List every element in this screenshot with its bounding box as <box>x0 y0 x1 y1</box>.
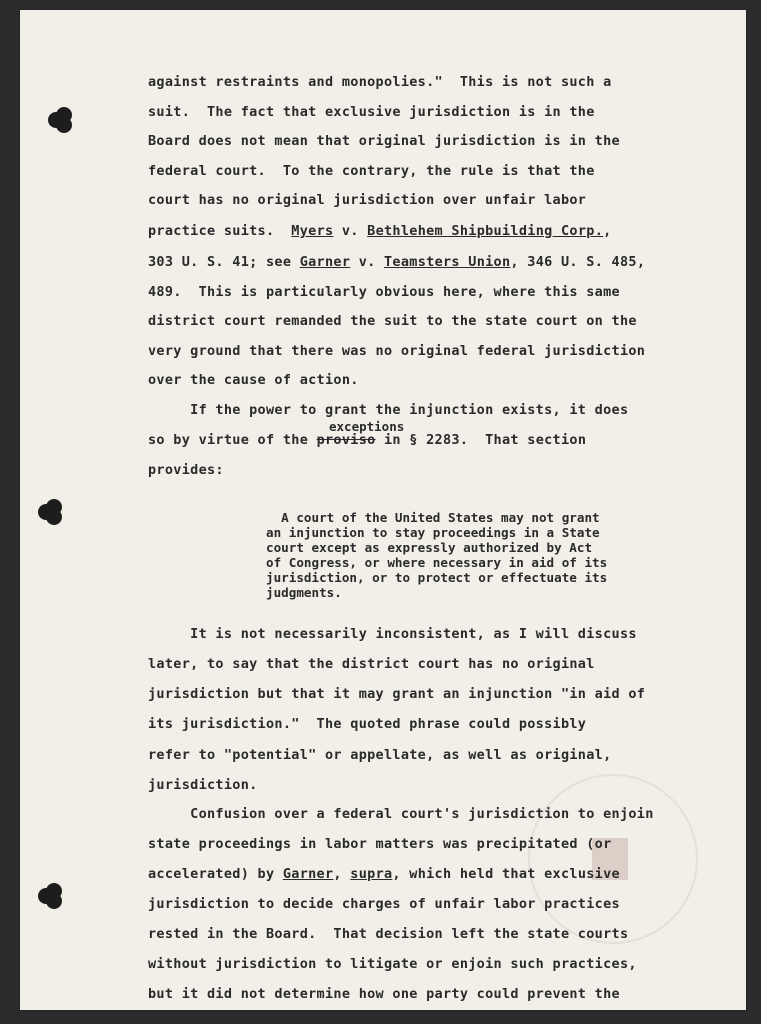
case-name: Teamsters Union <box>384 254 511 270</box>
text-line: provides: <box>148 462 224 478</box>
punch-hole <box>38 499 64 525</box>
text-line: Board does not mean that original jurisdiction is in the <box>148 133 620 149</box>
punch-hole <box>48 107 74 133</box>
text-line: without jurisdiction to litigate or enjoin such practices, <box>148 956 637 972</box>
text-line: practice suits. Myers v. Bethlehem Shipbuilding Corp., <box>148 223 612 239</box>
quote-line: court except as expressly authorized by Act <box>266 540 593 555</box>
text-line: jurisdiction to decide charges of unfair labor practices <box>148 896 620 912</box>
text-line: It is not necessarily inconsistent, as I will discuss <box>148 626 637 642</box>
case-name: Myers <box>291 223 334 239</box>
text-line: refer to "potential" or appellate, as well as original, <box>148 747 612 763</box>
text-line: federal court. To the contrary, the rule is that the <box>148 163 595 179</box>
text-line: so by virtue of the proviso in § 2283. That section <box>148 432 587 448</box>
text-line: jurisdiction but that it may grant an injunction "in aid of <box>148 686 646 702</box>
handwritten-insertion: exceptions <box>329 419 405 434</box>
struck-word: proviso <box>316 432 376 448</box>
quote-line: judgments. <box>266 585 342 600</box>
text-line: but it did not determine how one party could prevent the <box>148 986 620 1002</box>
punch-hole <box>38 883 64 909</box>
text-line: later, to say that the district court has no original <box>148 656 595 672</box>
text-line: against restraints and monopolies." This is not such a <box>148 74 612 90</box>
text-line: suit. The fact that exclusive jurisdiction is in the <box>148 104 595 120</box>
text-line: very ground that there was no original federal jurisdiction <box>148 343 646 359</box>
text-line: 303 U. S. 41; see Garner v. Teamsters Union, 346 U. S. 485, <box>148 254 646 270</box>
statute-quote <box>266 510 676 600</box>
text-line: district court remanded the suit to the state court on the <box>148 313 637 329</box>
text-line: accelerated) by Garner, supra, which held that exclusive <box>148 866 620 882</box>
text-line: 489. This is particularly obvious here, where this same <box>148 284 620 300</box>
text-line: rested in the Board. That decision left the state courts <box>148 926 629 942</box>
case-name: Bethlehem Shipbuilding Corp. <box>367 223 604 239</box>
text-line: court has no original jurisdiction over unfair labor <box>148 192 587 208</box>
quote-line: an injunction to stay proceedings in a State <box>266 525 600 540</box>
quote-line: jurisdiction, or to protect or effectuate its <box>266 570 608 585</box>
text-line: Confusion over a federal court's jurisdiction to enjoin <box>148 806 654 822</box>
text-line: state proceedings in labor matters was precipitated (or <box>148 836 612 852</box>
text-line: its jurisdiction." The quoted phrase could possibly <box>148 716 587 732</box>
quote-line: of Congress, or where necessary in aid of its <box>266 555 608 570</box>
quote-line: A court of the United States may not grant <box>266 510 600 525</box>
case-name: supra <box>350 866 393 882</box>
case-name: Garner <box>282 866 334 882</box>
case-name: Garner <box>299 254 351 270</box>
text-line: jurisdiction. <box>148 777 258 793</box>
text-line: over the cause of action. <box>148 372 359 388</box>
text-line: If the power to grant the injunction exists, it does <box>148 402 629 418</box>
